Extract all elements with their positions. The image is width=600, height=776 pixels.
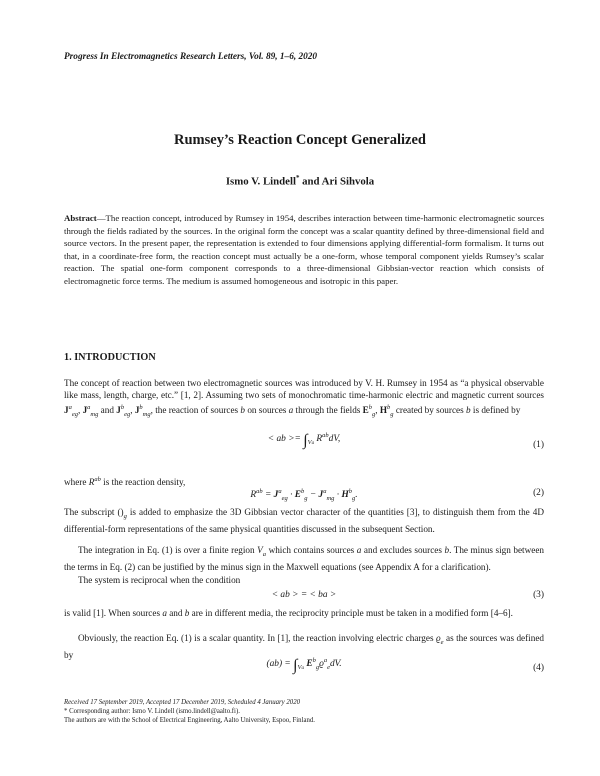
- p7-text-b: as the sources was defined by: [64, 633, 544, 661]
- equation-1: < ab >= $\int_{Va}$ $R^{ab}dV$,: [267, 432, 341, 449]
- p4-text-d: . The minus sign between the terms in Eq. (2) can be justified by the minus sign in the Maxwell equations (see Appendix A for a clarification).: [64, 545, 544, 573]
- intro-paragraph-7: Obviously, the reaction Eq. (1) is a scalar quantity. In [1], the reaction involving electric charges $ϱ_e$ as the sources was defined by: [64, 633, 544, 661]
- p1-text-e: through the fields: [293, 404, 363, 415]
- p4-text-a: The integration in Eq. (1) is over a finite region: [78, 545, 258, 555]
- author-lindell: Ismo V. Lindell: [225, 175, 296, 188]
- journal-header: Progress In Electromagnetics Research Letters, Vol. 89, 1–6, 2020: [64, 52, 318, 62]
- intro-paragraph-3: The subscript $()_g$ is added to emphasize the 3D Gibbsian vector character of the quantities [3], to distinguish them from the 4D differential-form representations of the same physical quantities discussed in the subsequent Section.: [64, 507, 544, 535]
- intro-paragraph-1: The concept of reaction between two electromagnetic sources was introduced by V. H. Rumsey in 1954 as “a physical observable like mass, length, charge, etc.” [1, 2]. Assuming two sets of monochromatic time-harmonic electric and magnetic current sources $J^a_{eg}$, $J^a_{mg}$ and $J^b_{eg}$, $J^b_{mg}$, the reaction of sources b on sources a through the fields $E^b_g$, $H^b_g$ created by sources b is defined by: [64, 378, 544, 418]
- received-dates: Received 17 September 2019, Accepted 17 December 2019, Scheduled 4 January 2020: [64, 699, 300, 706]
- p1-text-c: , the reaction of sources: [150, 404, 241, 415]
- equation-2-number: (2): [533, 488, 544, 498]
- p6-text-b: and: [166, 608, 185, 618]
- intro-paragraph-5: The system is reciprocal when the condition: [78, 575, 241, 585]
- p6-text-c: are in different media, the reciprocity principle must be taken in a modified form [4–6].: [189, 608, 513, 618]
- p7-text-a: Obviously, the reaction Eq. (1) is a scalar quantity. In [1], the reaction involving electric charges: [78, 633, 436, 643]
- abstract-label: Abstract: [64, 213, 97, 223]
- equation-4: $(ab) = \int_{Va}$ $E^b_gϱ^a_edV$.: [266, 657, 342, 674]
- footnote-corresponding: * Corresponding author: Ismo V. Lindell (ismo.lindell@aalto.fi).: [64, 708, 240, 715]
- p3-text-a: The subscript (): [64, 507, 124, 517]
- corresponding-mark: *: [295, 174, 300, 182]
- equation-4-number: (4): [533, 663, 544, 673]
- paper-title: Rumsey’s Reaction Concept Generalized: [174, 132, 426, 148]
- p4-text-b: which contains sources: [266, 545, 357, 555]
- p1-text-g: is defined by: [470, 404, 521, 415]
- p2-text-a: where: [64, 477, 89, 487]
- abstract: [64, 212, 544, 288]
- abstract-text: —The reaction concept, introduced by Rumsey in 1954, describes interaction between time-harmonic electromagnetic sources through the fields radiated by the sources. In the original form the concept was a scalar quantity defined by three-dimensional field and source vectors. In the present paper, the representation is extended to four dimensions applying differential-form formalism. It turns out that, in a coordinate-free form, the reaction concept must actually be a one-form, whose temporal component yields Rumsey’s scalar reaction. The spatial one-form component corresponds to a three-dimensional Gibbsian-vector reaction which consists of electromagnetic force terms. The medium is assumed homogeneous and isotropic in this paper.: [64, 213, 544, 286]
- author-line: [0, 174, 600, 188]
- p1-text-b: and: [98, 404, 117, 415]
- equation-3-number: (3): [533, 590, 544, 600]
- p4-text-c: and excludes sources: [361, 545, 445, 555]
- section-heading: 1. INTRODUCTION: [64, 352, 156, 363]
- intro-paragraph-2: where $R^{ab}$ is the reaction density,: [64, 476, 186, 487]
- intro-paragraph-6: is valid [1]. When sources a and b are in different media, the reciprocity principle must be taken in a modified form [4–6].: [64, 608, 513, 618]
- p1-text-f: created by sources: [393, 404, 466, 415]
- footnote-dates: [64, 699, 544, 708]
- footnote-affiliation: The authors are with the School of Electrical Engineering, Aalto University, Espoo, Finland.: [64, 717, 315, 724]
- equation-3: < ab > = < ba >: [271, 590, 337, 600]
- equation-2: $R^{ab} = J^a_{eg} \cdot E^b_g - J^a_{mg} \cdot H^b_g$.: [250, 488, 358, 502]
- p3-text-b: is added to emphasize the 3D Gibbsian vector character of the quantities [3], to distinguish them from the 4D differential-form representations of the same physical quantities discussed in the subsequent Section.: [64, 507, 544, 535]
- p2-text-b: is the reaction density,: [100, 477, 186, 487]
- p1-text-d: on sources: [245, 404, 289, 415]
- intro-paragraph-4: The integration in Eq. (1) is over a finite region $V_a$ which contains sources a and excludes sources b. The minus sign between the terms in Eq. (2) can be justified by the minus sign in the Maxwell equations (see Appendix A for a clarification).: [64, 545, 544, 573]
- author-sihvola: and Ari Sihvola: [299, 175, 375, 188]
- p6-text-a: is valid [1]. When sources: [64, 608, 163, 618]
- p1-text-a: The concept of reaction between two electromagnetic sources was introduced by V. H. Rumsey in 1954 as “a physical observable like mass, length, charge, etc.” [1, 2]. Assuming two sets of monochromatic time-harmonic electric and magnetic current sources: [64, 378, 544, 401]
- equation-1-number: (1): [533, 440, 544, 450]
